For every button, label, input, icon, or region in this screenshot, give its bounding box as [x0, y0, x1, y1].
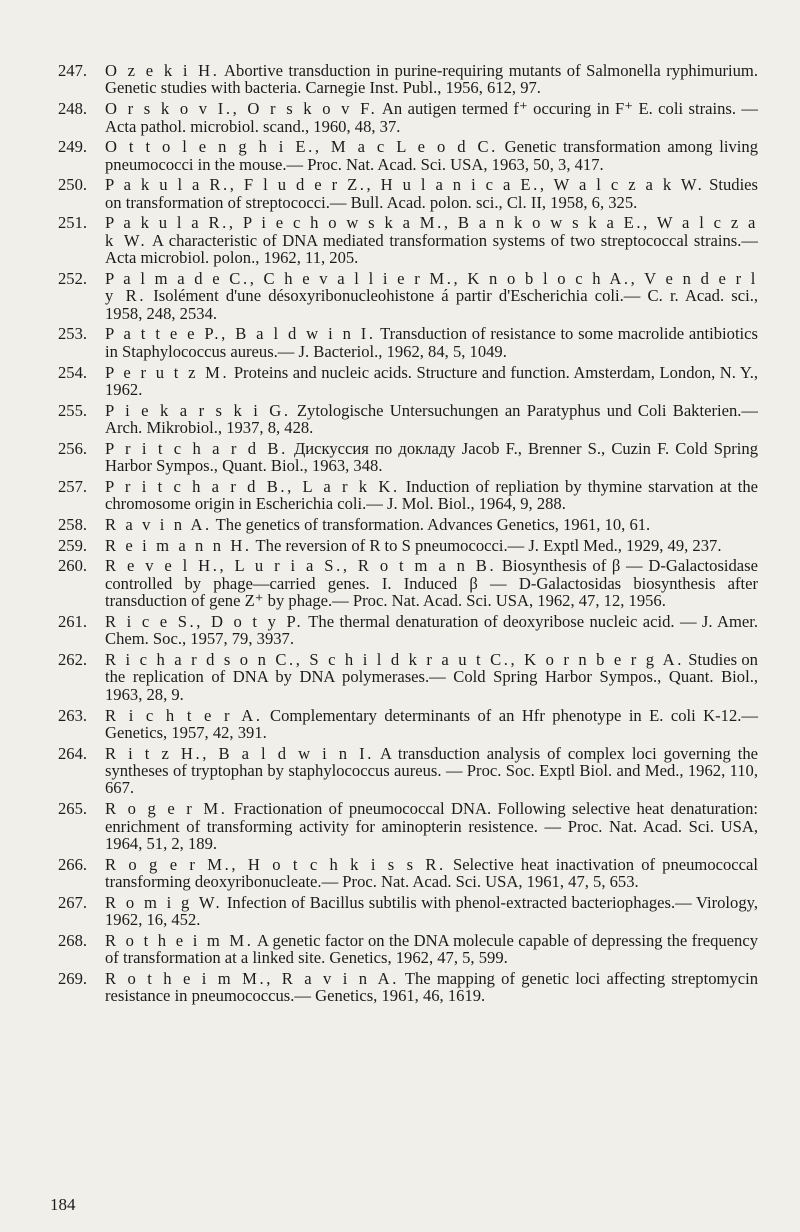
reference-number: 247.: [58, 61, 88, 80]
reference-item: [58, 556, 758, 611]
reference-number: 258.: [58, 515, 88, 535]
reference-text: Transduction of resistance to some macrolide antibiotics in Staphylococcus aureus.— J. Bacteriol., 1962, 84, 5, 1049.: [105, 324, 758, 361]
reference-text: An autigen termed f⁺ occuring in F⁺ E. coli strains. — Acta pathol. microbiol. scand., 1960, 48, 37.: [105, 99, 759, 136]
reference-number: 262.: [58, 650, 88, 670]
reference-authors: P a k u l a R., F l u d e r Z., H u l a n i c a E., W a l c z a k W.: [105, 175, 705, 195]
reference-item: [58, 611, 758, 649]
reference-authors: O r s k o v I., O r s k o v F.: [105, 99, 378, 119]
reference-text: Studies on the replication of DNA by DNA polymerases.— Cold Spring Harbor Sympos., Quant. Biol., 1963, 28, 9.: [105, 650, 758, 704]
reference-text: Biosynthesis of β — D-Galactosidase controlled by phage—carried genes. I. Induced β — D-Galactosidas biosynthesis after transduction of gene Z⁺ by phage.— Proc. Nat. Acad. Sci. USA, 1962, 47, 12, 1956.: [105, 556, 758, 611]
reference-text: Дискуссия по докладу Jacob F., Brenner S., Cuzin F. Cold Spring Harbor Sympos., Quant. Biol., 1963, 348.: [105, 438, 758, 476]
reference-number: 267.: [58, 892, 88, 912]
reference-text: Isolément d'une désoxyribonucleohistone á partir d'Escherichia coli.— C. r. Acad. sci., 1958, 248, 2534.: [105, 286, 758, 323]
reference-number: 269.: [58, 969, 88, 989]
reference-number: 257.: [58, 476, 88, 496]
reference-item: [58, 930, 759, 968]
reference-authors: R e v e l H., L u r i a S., R o t m a n B.: [105, 556, 497, 576]
reference-number: 252.: [58, 268, 88, 288]
reference-item: [58, 324, 758, 361]
reference-text: Fractionation of pneumococcal DNA. Following selective heat denaturation: enrichment of transforming activity for aminopterin resistence. — Proc. Nat. Acad. Sci. USA, 1964, 51, 2, 189.: [105, 799, 759, 853]
reference-item: [58, 892, 758, 930]
reference-number: 264.: [58, 743, 88, 763]
reference-number: 255.: [58, 400, 88, 420]
reference-item: [58, 515, 758, 535]
reference-authors: R o g e r M., H o t c h k i s s R.: [105, 854, 446, 874]
reference-text: The thermal denaturation of deoxyribose nucleic acid. — J. Amer. Chem. Soc., 1957, 79, 3937.: [105, 611, 758, 649]
reference-number: 250.: [58, 175, 88, 195]
reference-authors: P r i t c h a r d B.: [105, 438, 288, 458]
reference-text: Zytologische Untersuchungen an Paratyphus und Coli Bakterien.— Arch. Mikrobiol., 1937, 8, 428.: [105, 400, 758, 438]
reference-authors: P i e k a r s k i G.: [105, 400, 291, 420]
reference-item: [58, 268, 758, 323]
reference-number: 263.: [58, 705, 88, 725]
reference-authors: R e i m a n n H.: [105, 535, 252, 555]
reference-item: [58, 400, 758, 438]
reference-text: A transduction analysis of complex loci governing the syntheses of tryptophan by staphylococcus aureus. — Proc. Soc. Exptl Biol. and Med., 1962, 110, 667.: [105, 743, 758, 798]
reference-item: [58, 854, 758, 892]
reference-item: [58, 535, 758, 555]
reference-text: A characteristic of DNA mediated transformation systems of two streptococcal strains.— Acta microbiol. polon., 1962, 11, 205.: [105, 230, 758, 268]
reference-item: [58, 799, 759, 853]
reference-item: [58, 705, 758, 742]
reference-authors: R a v i n A.: [105, 515, 212, 535]
reference-authors: P r i t c h a r d B., L a r k K.: [105, 476, 400, 496]
reference-item: [58, 650, 758, 704]
reference-text: The genetics of transformation. Advances Genetics, 1961, 10, 61.: [211, 515, 651, 535]
reference-text: The mapping of genetic loci affecting streptomycin resistance in pneumococcus.— Genetics, 1961, 46, 1619.: [105, 969, 758, 1006]
reference-text: Selective heat inactivation of pneumococcal transforming deoxyribonucleate.— Proc. Nat. Acad. Sci. USA, 1961, 47, 5, 653.: [105, 854, 758, 892]
reference-item: [58, 362, 758, 399]
reference-item: [58, 99, 759, 136]
reference-authors: R i c e S., D o t y P.: [105, 611, 304, 631]
reference-number: 265.: [58, 799, 88, 819]
reference-authors: R i t z H., B a l d w i n I.: [105, 743, 375, 763]
reference-text: Complementary determinants of an Hfr phenotype in E. coli K-12.— Genetics, 1957, 42, 391.: [105, 705, 758, 742]
reference-item: [58, 61, 758, 98]
reference-item: [58, 137, 758, 174]
reference-authors: R i c h a r d s o n C., S c h i l d k r a u t C., K o r n b e r g A.: [105, 650, 684, 670]
reference-item: [58, 213, 758, 268]
reference-text: A genetic factor on the DNA molecule capable of depressing the frequency of transformation at a linked site. Genetics, 1962, 47, 5, 599.: [105, 930, 759, 968]
reference-authors: O z e k i H.: [105, 61, 220, 80]
reference-item: [58, 969, 758, 1006]
reference-authors: P a k u l a R., P i e c h o w s k a M., B a n k o w s k a E., W a l c z a k W.: [105, 213, 758, 250]
reference-authors: R o g e r M.: [105, 799, 228, 819]
reference-authors: R i c h t e r A.: [105, 705, 263, 725]
reference-number: 261.: [58, 611, 88, 631]
reference-item: [58, 438, 758, 476]
reference-number: 266.: [58, 854, 88, 874]
reference-number: 254.: [58, 362, 88, 382]
reference-text: Studies on transformation of streptococci.— Bull. Acad. polon. sci., Cl. II, 1958, 6, 325.: [105, 175, 758, 212]
reference-authors: R o t h e i m M., R a v i n A.: [105, 969, 399, 989]
reference-number: 251.: [58, 213, 88, 233]
reference-number: 260.: [58, 556, 88, 576]
reference-authors: P a l m a d e C., C h e v a l l i e r M., K n o b l o c h A., V e n d e r l y R.: [105, 268, 758, 306]
reference-authors: P a t t e e P., B a l d w i n I.: [105, 324, 376, 344]
reference-authors: O t t o l e n g h i E., M a c L e o d C.: [105, 137, 498, 157]
reference-authors: P e r u t z M.: [105, 362, 230, 382]
reference-authors: R o t h e i m M.: [105, 930, 254, 950]
reference-text: Proteins and nucleic acids. Structure and function. Amsterdam, London, N. Y., 1962.: [105, 362, 758, 399]
reference-number: 256.: [58, 438, 88, 458]
reference-authors: R o m i g W.: [105, 892, 223, 912]
reference-item: [58, 743, 758, 798]
reference-number: 249.: [58, 137, 88, 157]
reference-text: The reversion of R to S pneumococci.— J. Exptl Med., 1929, 49, 237.: [251, 535, 722, 555]
page-number: 184: [50, 1195, 76, 1214]
reference-text: Genetic transformation among living pneumococci in the mouse.— Proc. Nat. Acad. Sci. USA, 1963, 50, 3, 417.: [105, 137, 758, 174]
reference-number: 268.: [58, 930, 88, 950]
reference-text: Infection of Bacillus subtilis with phenol-extracted bacteriophages.— Virology, 1962, 16, 452.: [105, 892, 758, 930]
reference-number: 259.: [58, 535, 88, 555]
reference-number: 248.: [58, 99, 88, 119]
reference-item: [58, 476, 758, 514]
reference-text: Induction of repliation by thymine starvation at the chromosome origin in Escherichia coli.— J. Mol. Biol., 1964, 9, 288.: [105, 476, 758, 514]
reference-item: [58, 175, 758, 212]
reference-text: Abortive transduction in purine-requiring mutants of Salmonella ryphimurium. Genetic studies with bacteria. Carnegie Inst. Publ., 1956, 612, 97.: [105, 61, 758, 98]
reference-number: 253.: [58, 324, 88, 344]
reference-list: [58, 61, 759, 1006]
